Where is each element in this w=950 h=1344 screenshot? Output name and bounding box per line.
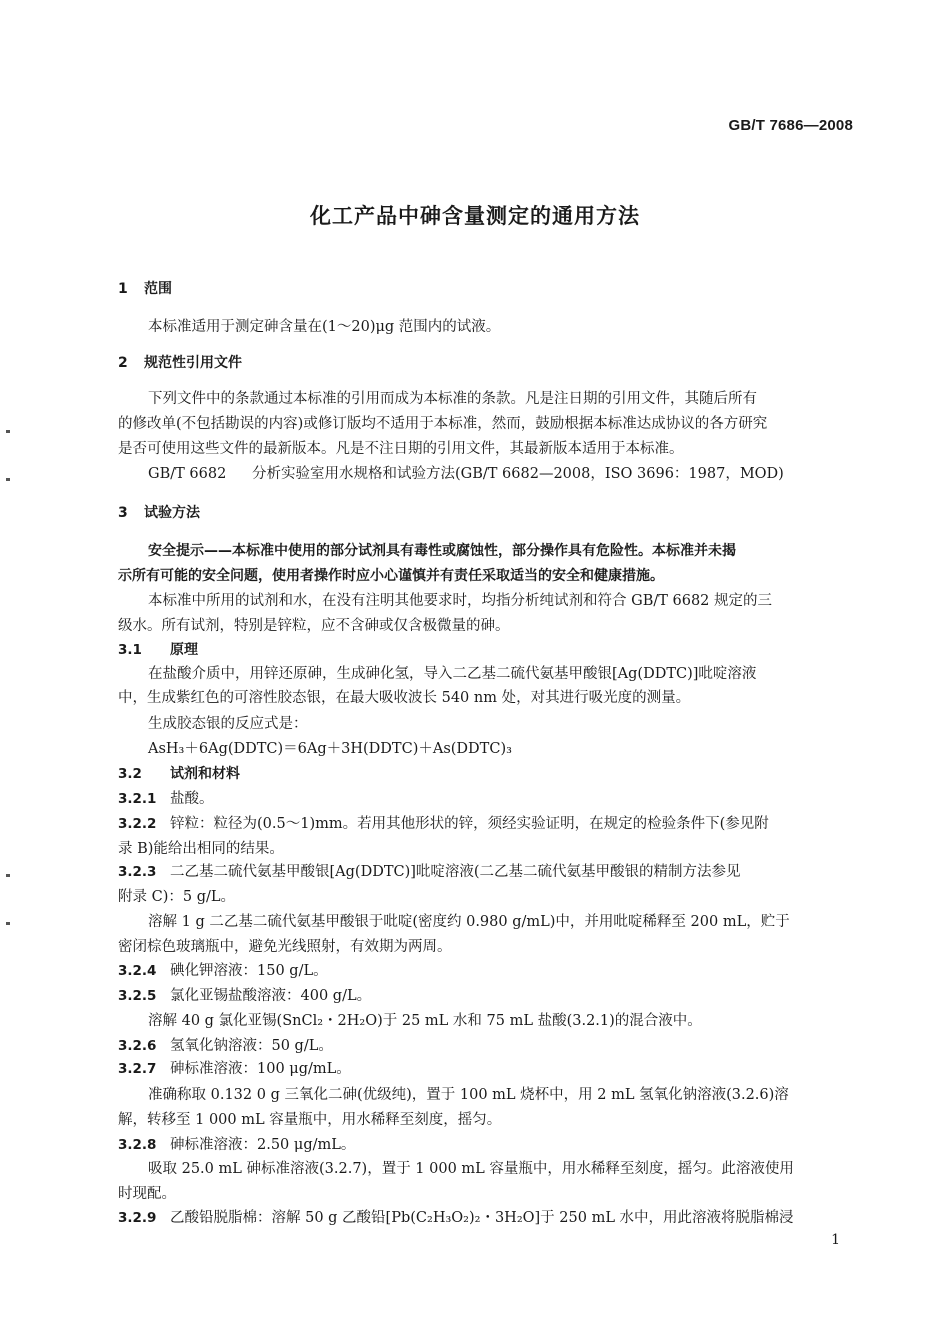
item-text: 盐酸。	[170, 791, 214, 807]
item-text: 二乙基二硫代氨基甲酸银[Ag(DDTC)]吡啶溶液(二乙基二硫代氨基甲酸银的精制方法参见	[170, 864, 741, 880]
reaction-equation: AsH₃＋6Ag(DDTC)＝6Ag＋3H(DDTC)＋As(DDTC)₃	[148, 741, 512, 757]
paragraph-line: 下列文件中的条款通过本标准的引用而成为本标准的条款。凡是注日期的引用文件，其随后所有	[148, 391, 757, 407]
paragraph-line: 溶解 40 g 氯化亚锡(SnCl₂・2H₂O)于 25 mL 水和 75 mL 盐酸(3.2.1)的混合液中。	[148, 1013, 702, 1029]
item-text: 砷标准溶液：100 μg/mL。	[170, 1061, 351, 1077]
scan-mark	[6, 478, 10, 481]
section-heading	[118, 279, 858, 299]
paragraph-line: 准确称取 0.132 0 g 三氧化二砷(优级纯)，置于 100 mL 烧杯中，用 2 mL 氢氧化钠溶液(3.2.6)溶	[148, 1087, 789, 1103]
page-number: 1	[831, 1232, 840, 1248]
item-text: 砷标准溶液：2.50 μg/mL。	[170, 1137, 356, 1153]
item-number: 3.2.6	[118, 1038, 157, 1054]
reagent-item	[118, 862, 858, 882]
section-number: 2	[118, 355, 128, 371]
reagent-item	[118, 961, 858, 981]
subsection-title: 试剂和材料	[170, 766, 240, 782]
paragraph-line: 密闭棕色玻璃瓶中，避免光线照射，有效期为两周。	[118, 939, 452, 955]
reference-code: GB/T 6682	[148, 466, 227, 482]
item-text: 氯化亚锡盐酸溶液：400 g/L。	[170, 988, 372, 1004]
safety-notice-line: 安全提示——本标准中使用的部分试剂具有毒性或腐蚀性，部分操作具有危险性。本标准并未揭	[148, 543, 736, 559]
paragraph-line: 时现配。	[118, 1186, 176, 1202]
paragraph-line: 的修改单(不包括勘误的内容)或修订版均不适用于本标准，然而，鼓励根据本标准达成协议的各方研究	[118, 416, 768, 432]
item-number: 3.2.7	[118, 1061, 157, 1077]
item-text: 碘化钾溶液：150 g/L。	[170, 963, 328, 979]
section-number: 3	[118, 505, 128, 521]
item-text: 锌粒：粒径为(0.5～1)mm。若用其他形状的锌，须经实验证明，在规定的检验条件下(参见附	[170, 816, 769, 832]
section-heading	[118, 503, 858, 523]
subsection-number: 3.2	[118, 766, 142, 782]
scan-mark	[6, 430, 10, 433]
reagent-item	[118, 1135, 858, 1155]
item-number: 3.2.5	[118, 988, 157, 1004]
item-number: 3.2.8	[118, 1137, 157, 1153]
reagent-item	[118, 1208, 858, 1228]
subsection-heading	[118, 764, 858, 784]
section-title: 范围	[144, 281, 172, 297]
paragraph-line: 吸取 25.0 mL 砷标准溶液(3.2.7)，置于 1 000 mL 容量瓶中，用水稀释至刻度，摇匀。此溶液使用	[148, 1161, 794, 1177]
section-title: 试验方法	[144, 505, 200, 521]
paragraph-line: 级水。所有试剂，特别是锌粒，应不含砷或仅含极微量的砷。	[118, 618, 510, 634]
item-text: 乙酸铅脱脂棉：溶解 50 g 乙酸铅[Pb(C₂H₃O₂)₂・3H₂O]于 250 mL 水中，用此溶液将脱脂棉浸	[170, 1210, 794, 1226]
normative-reference	[148, 464, 888, 484]
document-title: 化工产品中砷含量测定的通用方法	[310, 204, 640, 228]
paragraph-line: 录 B)能给出相同的结果。	[118, 841, 284, 857]
section-title: 规范性引用文件	[144, 355, 242, 371]
standard-code: GB/T 7686—2008	[728, 117, 853, 134]
reagent-item	[118, 789, 858, 809]
reagent-item	[118, 814, 858, 834]
item-number: 3.2.3	[118, 864, 157, 880]
item-text: 氢氧化钠溶液：50 g/L。	[170, 1038, 333, 1054]
item-number: 3.2.2	[118, 816, 157, 832]
paragraph-line: 本标准中所用的试剂和水，在没有注明其他要求时，均指分析纯试剂和符合 GB/T 6682 规定的三	[148, 593, 773, 609]
reagent-item	[118, 1036, 858, 1056]
paragraph-line: 生成胶态银的反应式是：	[148, 716, 308, 732]
safety-notice-line: 示所有可能的安全问题，使用者操作时应小心谨慎并有责任采取适当的安全和健康措施。	[118, 568, 664, 584]
scan-mark	[6, 922, 10, 925]
subsection-number: 3.1	[118, 642, 142, 658]
section-number: 1	[118, 281, 128, 297]
subsection-title: 原理	[170, 642, 198, 658]
scan-mark	[6, 874, 10, 877]
reagent-item	[118, 1059, 858, 1079]
paragraph-line: 是否可使用这些文件的最新版本。凡是不注日期的引用文件，其最新版本适用于本标准。	[118, 441, 684, 457]
item-number: 3.2.4	[118, 963, 157, 979]
reagent-item	[118, 986, 858, 1006]
item-number: 3.2.9	[118, 1210, 157, 1226]
paragraph-line: 本标准适用于测定砷含量在(1～20)μg 范围内的试液。	[148, 319, 501, 335]
paragraph-line: 附录 C)：5 g/L。	[118, 889, 235, 905]
paragraph-line: 解，转移至 1 000 mL 容量瓶中，用水稀释至刻度，摇匀。	[118, 1112, 502, 1128]
item-number: 3.2.1	[118, 791, 157, 807]
section-heading	[118, 353, 858, 373]
paragraph-line: 在盐酸介质中，用锌还原砷，生成砷化氢，导入二乙基二硫代氨基甲酸银[Ag(DDTC)]吡啶溶液	[148, 666, 757, 682]
subsection-heading	[118, 640, 858, 660]
paragraph-line: 溶解 1 g 二乙基二硫代氨基甲酸银于吡啶(密度约 0.980 g/mL)中，并用吡啶稀释至 200 mL，贮于	[148, 914, 790, 930]
paragraph-line: 中，生成紫红色的可溶性胶态银，在最大吸收波长 540 nm 处，对其进行吸光度的测量。	[118, 690, 691, 706]
reference-title: 分析实验室用水规格和试验方法(GB/T 6682—2008，ISO 3696：1987，MOD)	[252, 466, 784, 482]
